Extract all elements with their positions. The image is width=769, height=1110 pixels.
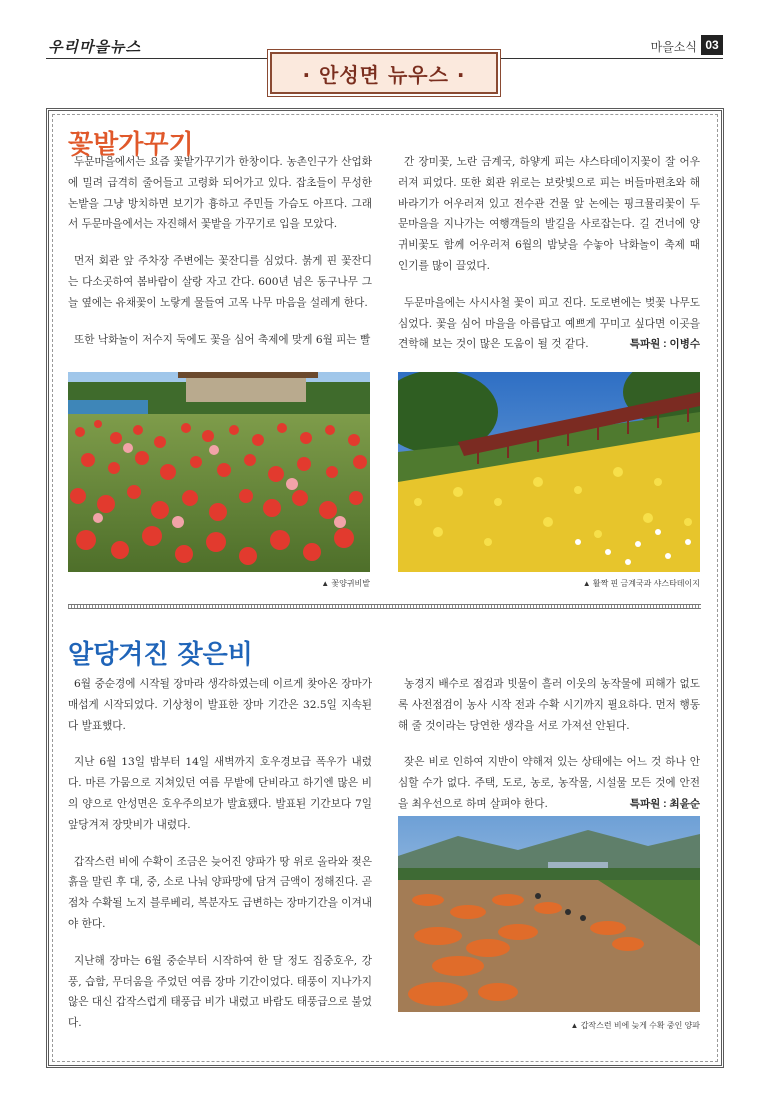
article2-title: 알당겨진 잦은비 bbox=[68, 640, 253, 670]
article1-paragraph: 먼저 회관 앞 주차장 주변에는 꽃잔디를 심었다. 붉게 핀 꽃잔디는 다소곳하여 봄바람이 살랑 자고 간다. 600년 넘은 동구나무 그늘 옆에는 유채꽃이 노랗게 물들여 고목 나무 마음을 설레게 한다. bbox=[68, 255, 372, 309]
poppy-field-photo bbox=[68, 372, 370, 572]
article1-title: 꽃밭가꾸기 bbox=[68, 130, 194, 160]
article2-paragraph: 갑작스런 비에 수확이 조금은 늦어진 양파가 땅 위로 올라와 젖은 흙을 말린 후 대, 중, 소로 나눠 양파망에 담겨 금액이 정해진다. 곧 점차 수확될 노지 블루베리, 복분자도 급변하는 장마기간을 이겨내야 한다. bbox=[68, 855, 372, 930]
article1-paragraph: 또한 낙화놀이 저수지 둑에도 꽃을 심어 축제에 맞게 6월 피는 빨 bbox=[74, 333, 371, 346]
daisy-hill-photo bbox=[398, 372, 700, 572]
article2-paragraph: 지난해 장마는 6월 중순부터 시작하여 한 달 정도 집중호우, 강풍, 습함, 무더움을 주었던 여름 장마 기간이었다. 태풍이 지나가지 않은 대신 갑작스럽게 태풍급 비가 내렸고 바람도 태풍급으로 불었다. bbox=[68, 954, 372, 1030]
page-number: 03 bbox=[701, 35, 723, 55]
section-tag: 마을소식 bbox=[650, 40, 697, 54]
article2-right-column bbox=[398, 674, 700, 815]
caption-poppy: ▲ 꽃양귀비밭 bbox=[321, 579, 370, 588]
section-divider bbox=[68, 604, 701, 609]
caption-onion: ▲ 갑작스런 비에 늦게 수확 중인 양파 bbox=[570, 1021, 700, 1030]
article1-paragraph bbox=[398, 293, 700, 355]
article1-paragraph: 간 장미꽃, 노란 금계국, 하얗게 피는 샤스타데이지꽃이 잘 어우러져 피었다. 또한 회관 위로는 보랏빛으로 피는 버들마편초와 해바라기가 어우러져 있고 전수관 건물 앞 논에는 핑크뮬리꽃이 두문마을을 지나가는 여행객들의 발길을 사로잡는다. 길 건너에 양귀비꽃도 함께 어우러져 6월의 밤낮을 수놓아 낙화놀이 축제 때 인기를 많이 끌었다. bbox=[398, 156, 700, 272]
onion-harvest-photo bbox=[398, 816, 700, 1012]
article1-paragraph-text: 두문마을에는 사시사철 꽃이 피고 진다. 도로변에는 벚꽃 나무도 심었다. 꽃을 심어 마을을 아름답고 예쁘게 꾸미고 싶다면 이곳을 견학해 보는 것이 많은 도움이 될 것 같다. bbox=[398, 296, 700, 351]
article2-paragraph bbox=[398, 752, 700, 814]
banner-title: · 안성면 뉴우스 · bbox=[302, 62, 466, 87]
article2-paragraph: 농경지 배수로 점검과 빗물이 흘러 이웃의 농작물에 피해가 없도록 사전점검이 농사 시작 전과 수확 시기까지 필요하다. 먼저 행동해 줄 것이라는 당연한 생각을 서로 가져선 안된다. bbox=[398, 678, 700, 732]
article2-left-column bbox=[68, 674, 372, 1034]
article2-reporter: 특파원 : 최윤순 bbox=[629, 797, 700, 810]
caption-daisy: ▲ 활짝 핀 금계국과 샤스타데이지 bbox=[582, 579, 700, 588]
article1-paragraph: 두문마을에서는 요즘 꽃밭가꾸기가 한창이다. 농촌인구가 산업화에 밀려 급격히 줄어들고 고령화 되어가고 있다. 잡초들이 무성한 논밭을 그냥 방치하면 보기가 흉하고 주민들 가슴도 아프다. 그래서 두문마을에서는 자진해서 꽃밭을 가꾸기로 입을 모았다. bbox=[68, 156, 372, 231]
banner bbox=[270, 52, 498, 94]
article2-paragraph-text: 잦은 비로 인하여 지반이 약해져 있는 상태에는 어느 것 하나 안심할 수가 없다. 주택, 도로, 농로, 농작물, 시설물 모든 것에 안전을 최우선으로 하며 살펴야 한다. bbox=[398, 756, 700, 810]
article1-reporter: 특파원 : 이병수 bbox=[629, 338, 700, 351]
masthead-logo: 우리마을뉴스 bbox=[48, 38, 141, 56]
article1-right-column bbox=[398, 152, 700, 355]
article2-paragraph: 지난 6월 13일 밤부터 14일 새벽까지 호우경보급 폭우가 내렸다. 마른 가뭄으로 지쳐있던 여름 무밭에 단비라고 하기엔 많은 비의 양으로 안성면은 호우주의보가 발효됐다. 발표된 기간보다 7일 앞당겨져 장맛비가 내렸다. bbox=[68, 756, 372, 831]
article1-left-column bbox=[68, 152, 372, 350]
article2-paragraph: 6월 중순경에 시작될 장마라 생각하였는데 이르게 찾아온 장마가 매섭게 시작되었다. 기상청이 발표한 장마 기간은 32.5일 지속된다 발표했다. bbox=[68, 678, 372, 732]
